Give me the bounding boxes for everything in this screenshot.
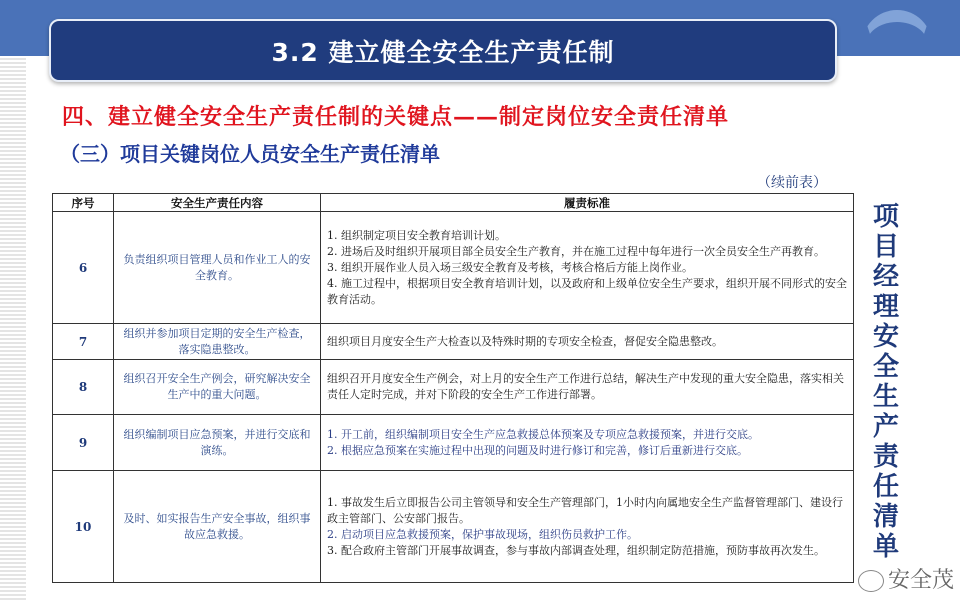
row-standards: [321, 324, 854, 360]
standard-item: 组织项目月度安全生产大检查以及特殊时期的专项安全检查，督促安全隐患整改。: [327, 334, 723, 348]
arc-decoration: [862, 10, 932, 80]
watermark: [858, 568, 954, 594]
subsection-heading: （三）项目关键岗位人员安全生产责任清单: [60, 142, 440, 166]
row-standards: [321, 212, 854, 324]
responsibility-table: [52, 193, 854, 583]
standard-item: 组织召开月度安全生产例会，对上月的安全生产工作进行总结，解决生产中发现的重大安全隐患，落实相关责任人定时完成，并对下阶段的安全生产工作进行部署。: [327, 372, 844, 401]
wechat-icon: [858, 570, 884, 592]
watermark-text: 安全茂: [888, 568, 955, 593]
row-no: 8: [53, 360, 114, 415]
header-no: 序号: [53, 194, 114, 212]
row-duty: 组织编制项目应急预案，并进行交底和演练。: [114, 415, 321, 471]
table-row: [53, 471, 854, 583]
row-standards: [321, 360, 854, 415]
standard-item: 2. 进场后及时组织开展项目部全员安全生产教育，并在施工过程中每年进行一次全员安全生产再教育。: [327, 244, 825, 258]
row-no: 7: [53, 324, 114, 360]
row-duty: 组织并参加项目定期的安全生产检查，落实隐患整改。: [114, 324, 321, 360]
row-standards: [321, 471, 854, 583]
table-row: [53, 415, 854, 471]
side-title: 项目经理安全生产责任清单: [872, 202, 899, 562]
row-no: 6: [53, 212, 114, 324]
continued-label: （续前表）: [757, 175, 827, 191]
standard-item: 3. 组织开展作业人员入场三级安全教育及考核，考核合格后方能上岗作业。: [327, 260, 693, 274]
table-row: [53, 212, 854, 324]
standard-item: 2. 启动项目应急救援预案，保护事故现场，组织伤员救护工作。: [327, 527, 638, 541]
standard-item: 1. 组织制定项目安全教育培训计划。: [327, 228, 506, 242]
table-row: [53, 324, 854, 360]
row-duty: 及时、如实报告生产安全事故，组织事故应急救援。: [114, 471, 321, 583]
slide-header: [49, 19, 837, 82]
side-stripes: [0, 56, 26, 601]
table-row: [53, 360, 854, 415]
row-duty: 负责组织项目管理人员和作业工人的安全教育。: [114, 212, 321, 324]
standard-item: 3. 配合政府主管部门开展事故调查，参与事故内部调查处理，组织制定防范措施，预防事故再次发生。: [327, 543, 825, 557]
slide-title: 3.2 建立健全安全生产责任制: [271, 37, 615, 67]
table-header-row: [53, 194, 854, 212]
header-standard: 履责标准: [321, 194, 854, 212]
row-no: 9: [53, 415, 114, 471]
row-standards: [321, 415, 854, 471]
standard-item: 4. 施工过程中，根据项目安全教育培训计划，以及政府和上级单位安全生产要求，组织开展不同形式的安全教育活动。: [327, 276, 847, 306]
standard-item: 1. 事故发生后立即报告公司主管领导和安全生产管理部门，1小时内向属地安全生产监督管理部门、建设行政主管部门、公安部门报告。: [327, 495, 843, 525]
row-duty: 组织召开安全生产例会，研究解决安全生产中的重大问题。: [114, 360, 321, 415]
standard-item: 2. 根据应急预案在实施过程中出现的问题及时进行修订和完善，修订后重新进行交底。: [327, 443, 748, 457]
row-no: 10: [53, 471, 114, 583]
header-duty: 安全生产责任内容: [114, 194, 321, 212]
standard-item: 1. 开工前，组织编制项目安全生产应急救援总体预案及专项应急救援预案，并进行交底。: [327, 427, 759, 441]
section-heading: 四、建立健全安全生产责任制的关键点——制定岗位安全责任清单: [62, 104, 730, 130]
